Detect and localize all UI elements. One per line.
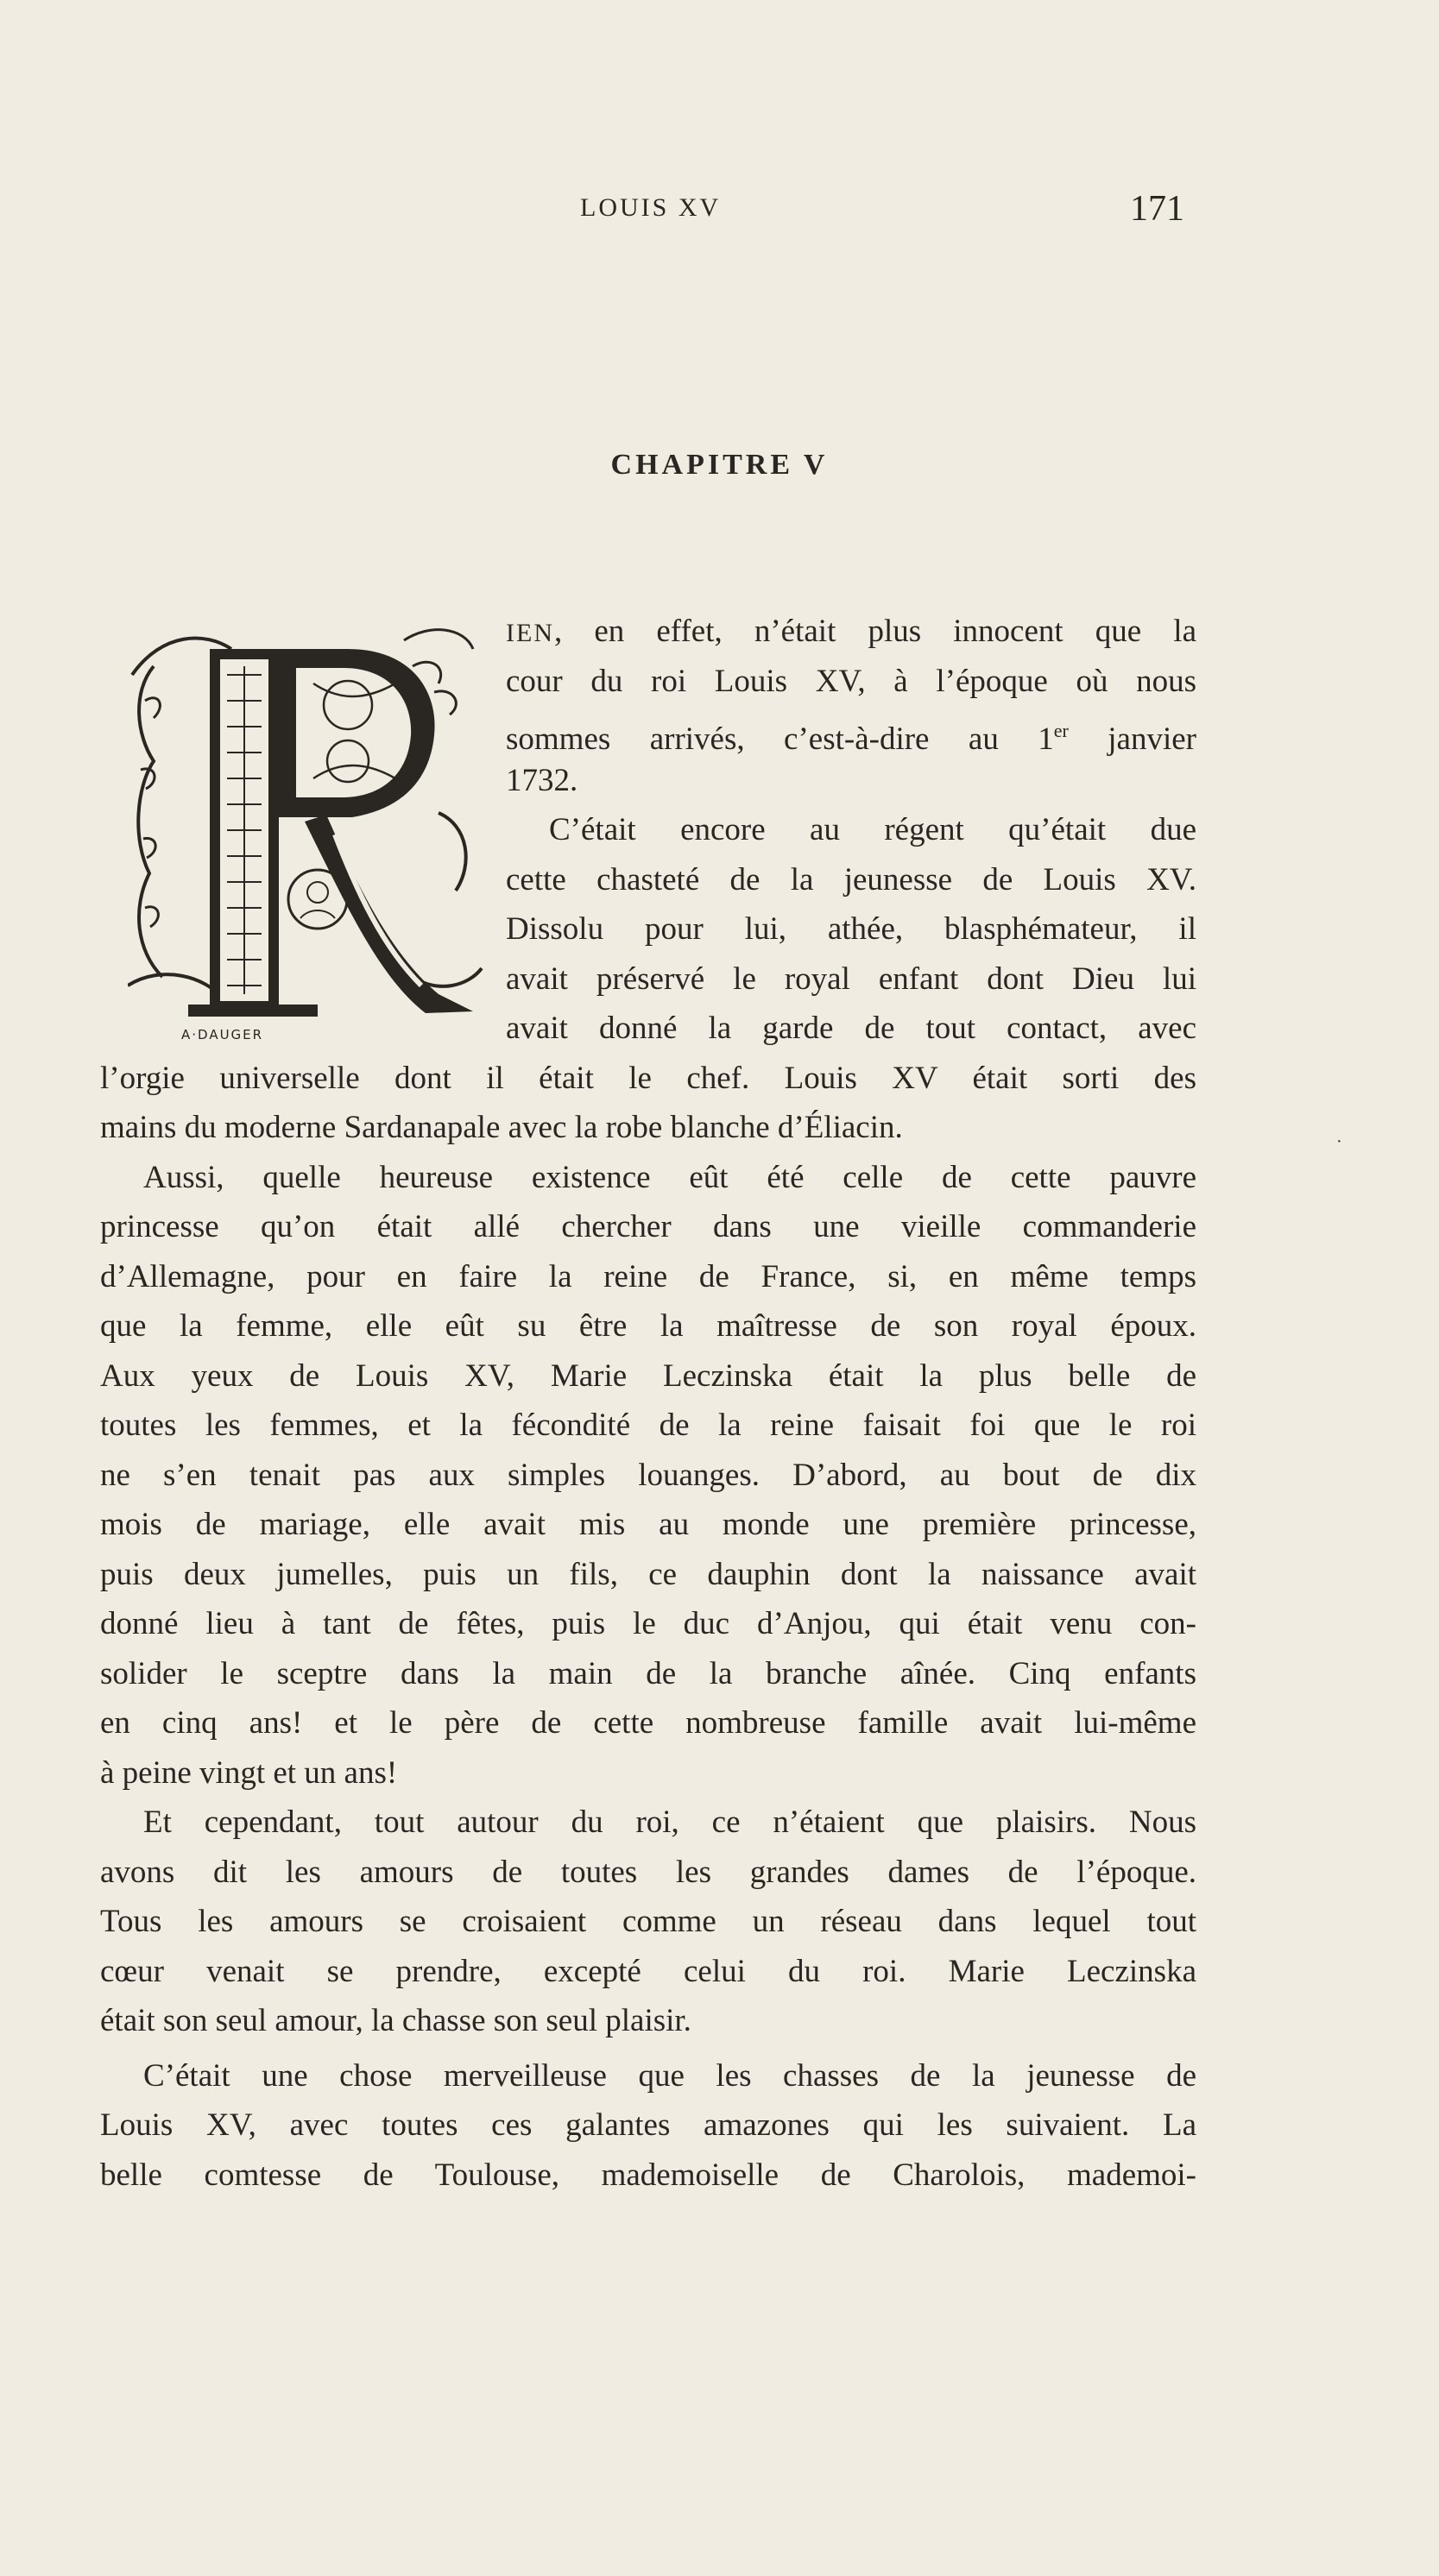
text-line: à peine vingt et un ans! [100,1754,398,1791]
text-line: princesse qu’on était allé chercher dans une vieille commanderie [100,1209,1196,1244]
text-line: IEN, en effet, n’était plus innocent que la [506,614,1196,649]
text-line: avait donné la garde de tout contact, avec [506,1011,1196,1046]
running-head [0,188,1439,231]
text-line: sommes arrivés, c’est-à-dire au 1er janvier [506,720,1196,757]
body-text [100,607,1196,2200]
text-line: C’était une chose merveilleuse que les chasses de la jeunesse de [143,2057,1196,2094]
text-line: C’était encore au régent qu’était due [549,812,1196,847]
text-line: mois de mariage, elle avait mis au monde une première princesse, [100,1507,1196,1542]
running-title: LOUIS XV [580,193,722,222]
text-line: belle comtesse de Toulouse, mademoiselle de Charolois, mademoi- [100,2157,1196,2193]
text-line: solider le sceptre dans la main de la branche aînée. Cinq enfants [100,1655,1196,1691]
text-line: 1732. [506,762,578,798]
text-line: avait préservé le royal enfant dont Dieu lui [506,960,1196,997]
text-line: Tous les amours se croisaient comme un réseau dans lequel tout [100,1904,1196,1939]
text-line: l’orgie universelle dont il était le chef. Louis XV était sorti des [100,1060,1196,1096]
engraver-signature: A·DAUGER [181,1027,264,1042]
margin-dot: · [1336,1132,1342,1151]
text-line: cœur venait se prendre, excepté celui du roi. Marie Leczinska [100,1953,1196,1989]
text-line: mains du moderne Sardanapale avec la robe blanche d’Éliacin. [100,1110,903,1145]
page-number: 171 [1130,189,1184,229]
text-line: cette chasteté de la jeunesse de Louis XV. [506,861,1196,898]
text-line: donné lieu à tant de fêtes, puis le duc d’Anjou, qui était venu con- [100,1606,1196,1641]
text-line: ne s’en tenait pas aux simples louanges. D’abord, au bout de dix [100,1457,1196,1493]
text-line: en cinq ans! et le père de cette nombreuse famille avait lui-même [100,1705,1196,1741]
text-line: Aux yeux de Louis XV, Marie Leczinska était la plus belle de [100,1357,1196,1394]
text-line: avons dit les amours de toutes les grandes dames de l’époque. [100,1854,1196,1890]
text-line: puis deux jumelles, puis un fils, ce dauphin dont la naissance avait [100,1556,1196,1592]
text-line: Aussi, quelle heureuse existence eût été celle de cette pauvre [143,1159,1196,1195]
text-line: était son seul amour, la chasse son seul plaisir. [100,2003,691,2038]
text-line: que la femme, elle eût su être la maîtresse de son royal époux. [100,1308,1196,1344]
chapter-title: CHAPITRE V [610,449,829,481]
text-line: Dissolu pour lui, athée, blasphémateur, il [506,911,1196,947]
text-line: toutes les femmes, et la fécondité de la reine faisait foi que le roi [100,1408,1196,1443]
text-line: Et cependant, tout autour du roi, ce n’étaient que plaisirs. Nous [143,1804,1196,1840]
text-line: Louis XV, avec toutes ces galantes amazones qui les suivaient. La [100,2107,1196,2143]
text-line: d’Allemagne, pour en faire la reine de France, si, en même temps [100,1258,1196,1294]
text-line: cour du roi Louis XV, à l’époque où nous [506,663,1196,699]
